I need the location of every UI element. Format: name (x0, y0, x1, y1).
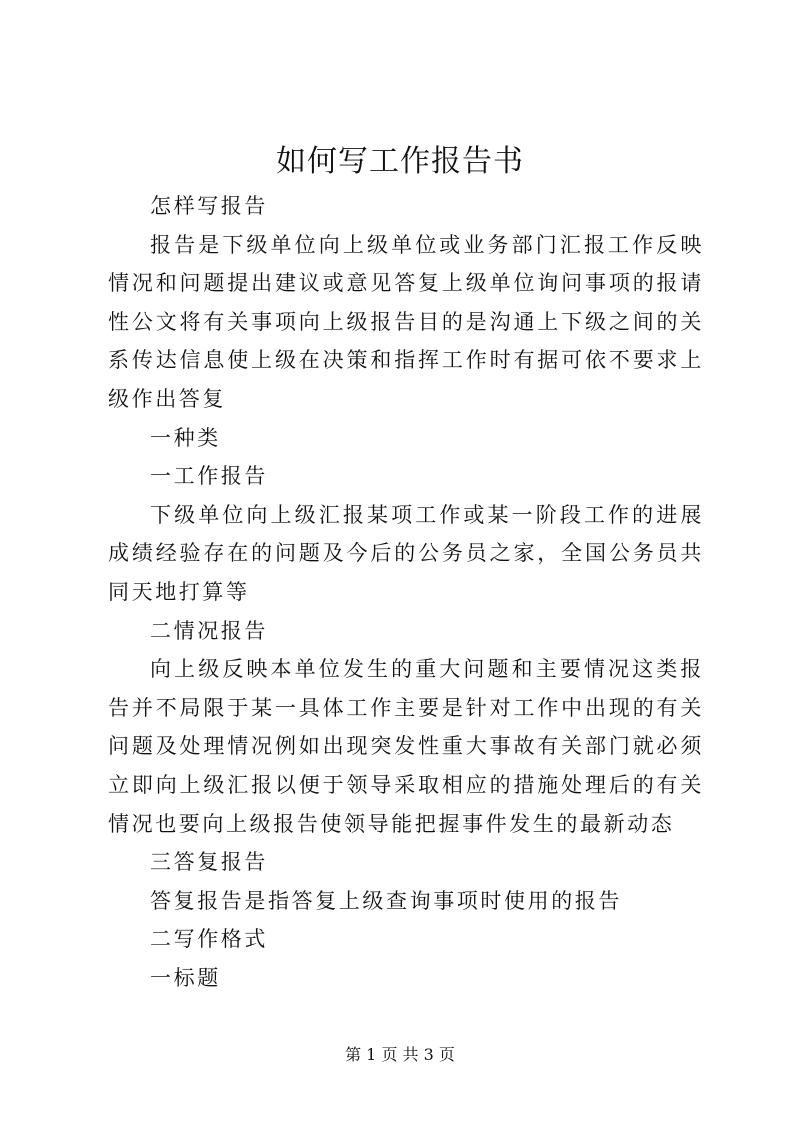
paragraph-reply-report: 答复报告是指答复上级查询事项时使用的报告 (150, 888, 622, 913)
page-number-label: 第 1 页 共 3 页 (345, 1045, 455, 1064)
paragraph-work-report: 下级单位向上级汇报某项工作或某一阶段工作的进展成绩经验存在的问题及今后的公务员之家，全国公务员共同天地打算等 (108, 502, 704, 604)
heading-types: 一种类 (150, 425, 221, 450)
paragraph-situation-report: 向上级反映本单位发生的重大问题和主要情况这类报告并不局限于某一具体工作主要是针对工作中出现的有关问题及处理情况例如出现突发性重大事故有关部门就必须立即向上级汇报以便于领导采取相应的措施处理后的有关情况也要向上级报告使领导能把握事件发生的最新动态 (108, 657, 704, 836)
document-title: 如何写工作报告书 (276, 144, 524, 179)
page-footer (0, 1044, 800, 1066)
heading-work-report: 一工作报告 (150, 464, 268, 489)
paragraph-how-to-write: 怎样写报告 (150, 194, 268, 218)
heading-title-section: 一标题 (150, 965, 221, 990)
document-body (108, 187, 704, 997)
paragraph-definition: 报告是下级单位向上级单位或业务部门汇报工作反映情况和问题提出建议或意见答复上级单位询问事项的报请性公文将有关事项向上级报告目的是沟通上下级之间的关系传达信息使上级在决策和指挥工作时有据可依不要求上级作出答复 (108, 232, 704, 411)
heading-writing-format: 二写作格式 (150, 927, 268, 952)
heading-reply-report: 三答复报告 (150, 850, 268, 875)
heading-situation-report: 二情况报告 (150, 618, 268, 643)
